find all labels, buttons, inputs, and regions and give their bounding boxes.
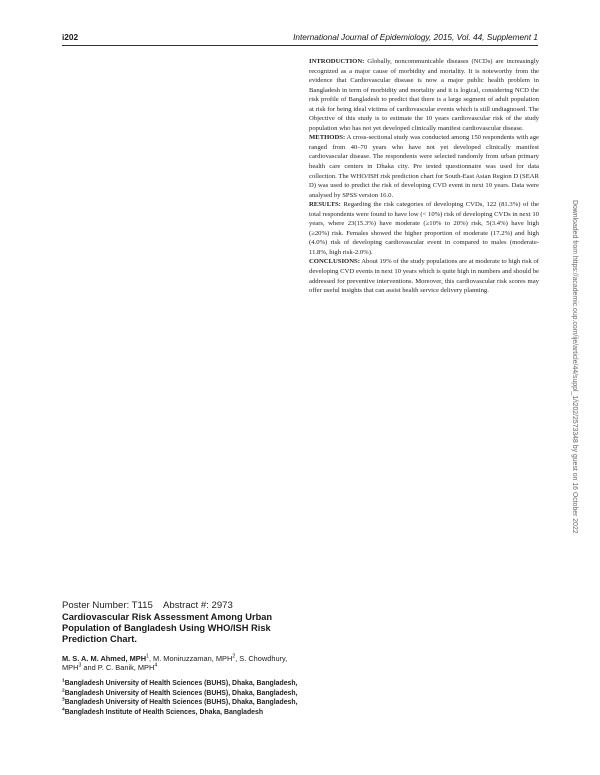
affiliation-item: $^3$Bangladesh University of Health Sciences (BUHS), Dhaka, Bangladesh, xyxy=(62,698,298,707)
methods-paragraph xyxy=(309,133,539,200)
author-3: , S. Chowdhury, MPH xyxy=(62,653,288,673)
author-1: M. S. A. M. Ahmed, MPH xyxy=(62,653,147,663)
results-paragraph xyxy=(309,200,539,257)
author-2: , M. Moniruzzaman, MPH xyxy=(148,653,233,663)
introduction-text: Globally, noncommunicable diseases (NCDs) are increasingly recognized as a major cause of morbidity and mortality. It is noteworthy from the evidence that Cardiovascular disease is now a major public health problem in Bangladesh in term of morbidity and mortality and it is logical, considering NCD the risk profile of Bangladesh to predict that there is a large segment of adult population at risk for being ideal victims of cardiovascular events which is still undiagnosed. The Objective of this study is to estimate the 10 years cardiovascular risk of the study population who has not yet developed clinically manifest cardiovascular disease. xyxy=(309,58,539,132)
conclusions-paragraph xyxy=(309,257,539,295)
page-header xyxy=(62,31,538,46)
introduction-paragraph xyxy=(309,57,539,133)
poster-title: Cardiovascular Risk Assessment Among Urban Population of Bangladesh Using WHO/ISH Risk Prediction Chart. xyxy=(62,612,273,645)
results-text: Regarding the risk categories of developing CVDs, 122 (81.3%) of the total respondents were found to have low (< 10%) risk of developing CVDs in next 10 years, where 23(15.3%) have moderate (≥10% to 20%) risk, 5(3.4%) have high (≥20%) risk. Females showed the higher proportion of moderate (17.2%) and high (4.0%) risk of developing cardiovascular event in compared to males (moderate-11.8%, high risk-2.0%). xyxy=(309,201,539,256)
author-2-sup: 2 xyxy=(232,653,236,660)
poster-block xyxy=(62,600,298,718)
download-watermark xyxy=(571,200,589,534)
conclusions-label: CONCLUSIONS: xyxy=(309,258,360,266)
methods-text: A cross-sectional study was conducted among 150 respondents with age ranged from 40–70 years who have not yet developed clinically manifest cardiovascular disease. The respondents were selected randomly from urban primary health care centers in Dhaka city. Pre tested questionnaire was used for data collection. The WHO/ISH risk prediction chart for South-East Asian Region D (SEAR D) was used to predict the risk of developing CVD event in next 10 years. Data were analysed by SPSS version 16.0. xyxy=(309,134,539,199)
download-watermark-text: Downloaded from https://academic.oup.com/ije/article/44/suppl_1/i202/2573348 by guest on 16 October 2022 xyxy=(571,200,578,534)
page-number: i202 xyxy=(62,32,79,42)
poster-number: Poster Number: T115 Abstract #: 2973 xyxy=(62,600,233,611)
results-label: RESULTS: xyxy=(309,201,341,209)
journal-citation: International Journal of Epidemiology, 2015, Vol. 44, Supplement 1 xyxy=(293,32,538,42)
author-3-sup: 3 xyxy=(78,662,82,669)
conclusions-text: About 19% of the study populations are at moderate to high risk of developing CVD events in next 10 years which is quite high in numbers and should be addressed for preventive interventions. Moreover, this cardiovascular risk scores may offer useful insights that can assist health service delivery planning. xyxy=(309,258,540,295)
author-1-sup: 1 xyxy=(146,653,149,660)
author-4-sup: 4 xyxy=(154,662,158,669)
abstract-body xyxy=(309,57,539,296)
author-list xyxy=(62,654,298,674)
affiliation-item: $^2$Bangladesh University of Health Sciences (BUHS), Dhaka, Bangladesh, xyxy=(62,688,298,697)
introduction-label: INTRODUCTION: xyxy=(309,58,365,65)
affiliation-item: $^1$Bangladesh University of Health Sciences (BUHS), Dhaka, Bangladesh, xyxy=(62,678,298,688)
methods-label: METHODS: xyxy=(309,134,346,142)
affiliation-list xyxy=(62,679,298,717)
affiliation-item: $^4$Bangladesh Institute of Health Sciences, Dhaka, Bangladesh xyxy=(62,707,264,716)
author-4: and P. C. Banik, MPH xyxy=(81,663,155,673)
